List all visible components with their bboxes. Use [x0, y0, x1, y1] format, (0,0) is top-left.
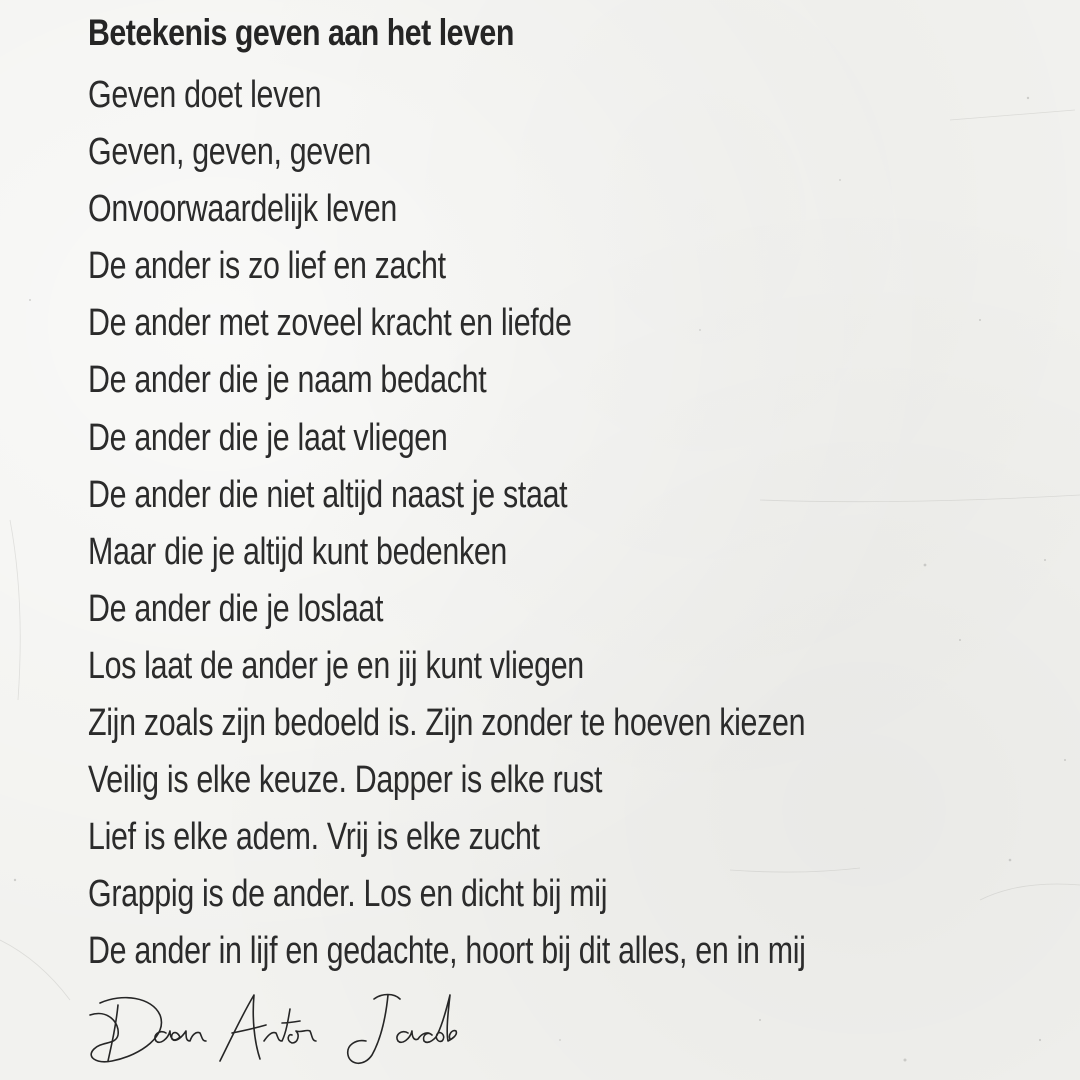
poem-line: Maar die je altijd kunt bedenken — [88, 530, 508, 573]
poem-line: De ander die niet altijd naast je staat — [88, 473, 568, 516]
poem-line: De ander in lijf en gedachte, hoort bij dit alles, en in mij — [88, 930, 806, 973]
poem-line: De ander is zo lief en zacht — [88, 245, 446, 288]
poem-title: Betekenis geven aan het leven — [88, 12, 514, 53]
poem-line: De ander met zoveel kracht en liefde — [88, 302, 572, 345]
handwritten-signature — [82, 985, 472, 1070]
poem-line: Lief is elke adem. Vrij is elke zucht — [88, 816, 540, 859]
poem-line: Geven doet leven — [88, 74, 322, 116]
poem-line: Grappig is de ander. Los en dicht bij mij — [88, 873, 608, 916]
poem-line: Geven, geven, geven — [88, 131, 371, 174]
poem-line: Zijn zoals zijn bedoeld is. Zijn zonder te hoeven kiezen — [88, 702, 806, 745]
poem-line: De ander die je loslaat — [88, 587, 384, 630]
poem-line: De ander die je laat vliegen — [88, 416, 448, 459]
poem — [88, 10, 1048, 981]
poem-line: Veilig is elke keuze. Dapper is elke rust — [88, 759, 603, 802]
poem-lines — [88, 67, 1048, 981]
poem-line: De ander die je naam bedacht — [88, 359, 487, 402]
poem-line: Onvoorwaardelijk leven — [88, 188, 397, 231]
poem-line: Los laat de ander je en jij kunt vliegen — [88, 644, 584, 687]
